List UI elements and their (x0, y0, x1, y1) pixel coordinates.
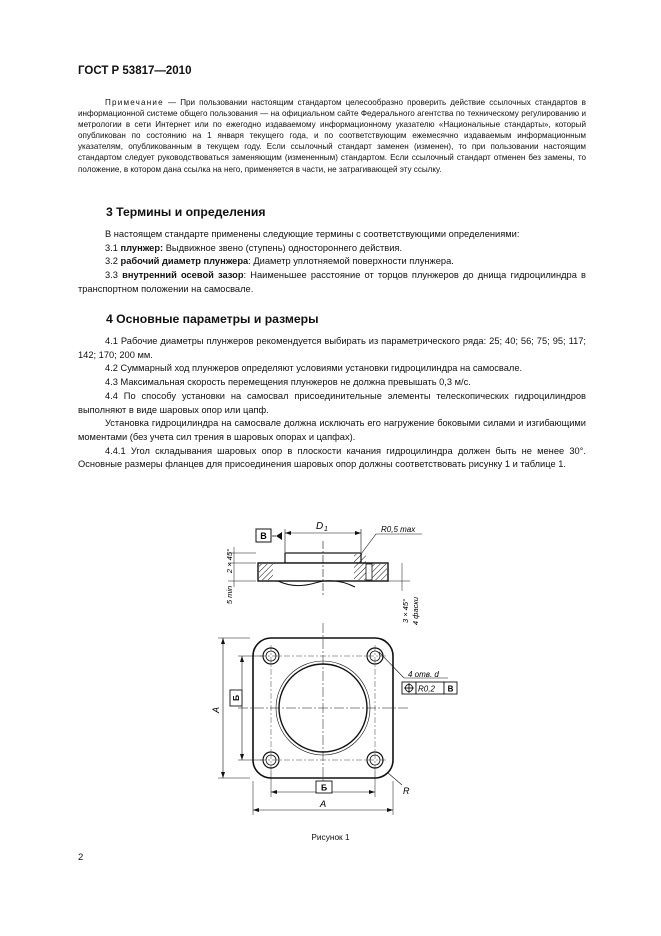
paragraph-4-3: 4.3 Максимальная скорость перемещения плунжеров не должна превышать 0,3 м/с. (105, 377, 471, 388)
holes-callout-label: 4 отв. d (408, 670, 439, 679)
section-4-title: 4 Основные параметры и размеры (106, 312, 319, 326)
term-3-1: 3.1 плунжер: Выдвижное звено (ступень) одностороннего действия. (105, 242, 403, 253)
section-4-body (78, 335, 586, 472)
document-header: ГОСТ Р 53817—2010 (78, 65, 192, 77)
datum-v-label: В (260, 531, 267, 541)
dimension-a-horizontal-label: А (319, 799, 327, 810)
term-name: плунжер: (120, 242, 164, 253)
side-chamfer-label: 3 × 45° (401, 598, 410, 624)
term-name: рабочий диаметр плунжера (120, 256, 249, 267)
page-number: 2 (78, 852, 84, 863)
figure-1-drawing (190, 505, 490, 825)
dimension-a-vertical-label: А (211, 706, 221, 714)
radius-max-label: R0,5 max (381, 525, 416, 534)
figure-caption: Рисунок 1 (311, 832, 350, 842)
term-definition: : Диаметр уплотняемой поверхности плунжера. (248, 256, 454, 267)
paragraph-4-4: 4.4 По способу установки на самосвал присоединительные элементы телескопических гидроцилиндров выполняют в виде шаровых опор или цапф. (78, 390, 586, 415)
paragraph-installation: Установка гидроцилиндра на самосвале должна исключать его нагружение боковыми силами и изгибающими моментами (без учета сил трения в шаровых опорах и цапфах). (78, 418, 586, 442)
paragraph-4-2: 4.2 Суммарный ход плунжеров определяют условиями установки гидроцилиндра на самосвале. (105, 363, 523, 374)
flange-drawing-svg (190, 505, 490, 825)
min-height-label: 5 min (225, 585, 234, 605)
section-3-intro: В настоящем стандарте применены следующие термины с соответствующими определениями: (105, 229, 520, 239)
term-definition: Выдвижное звено (ступень) одностороннего действия. (163, 242, 403, 253)
term-3-3: 3.3 внутренний осевой зазор: Наименьшее расстояние от торцов плунжеров до днища гидроцилиндра в транспортном положении на самосвале. (78, 270, 586, 294)
corner-radius-label: R (403, 786, 410, 796)
note-block (78, 97, 586, 175)
paragraph-4-4-1: 4.4.1 Угол складывания шаровых опор в плоскости качания гидроцилиндра должен быть не менее 30°. Основные размеры фланцев для присоединения шаровых опор должны соответствовать рисунку 1 и таблице 1. (78, 445, 586, 470)
side-chamfer-count-label: 4 фаски (411, 596, 420, 626)
top-chamfer-label: 2 × 45° (225, 549, 234, 574)
note-label: Примечание (105, 98, 164, 107)
d1-subscript: 1 (324, 526, 328, 533)
tolerance-datum-label: В (447, 684, 454, 694)
section-3-body (78, 228, 586, 297)
d1-label: D (316, 521, 324, 532)
dimension-b-horizontal-label: Б (320, 782, 328, 793)
term-name: внутренний осевой зазор (122, 270, 244, 281)
paragraph-4-1: 4.1 Рабочие диаметры плунжеров рекомендуется выбирать из параметрического ряда: 25; 40; 56; 75; 95; 117; 142; 170; 200 мм. (78, 336, 586, 360)
note-text: — При пользовании настоящим стандартом целесообразно проверить действие ссылочных стандартов в информационной системе общего пользования — на официальном сайте Федерального агентства по техническому регулированию и метрологии в сети Интернет или по ежегодно издаваемому информационному указателю «Национальные стандарты», который опубликован по состоянию на 1 января текущего года, и по соответствующим ежемесячно издаваемым информационным указателям, опубликованным в текущем году. Если ссылочный стандарт заменен (изменен), то при пользовании настоящим стандартом следует руководствоваться заменяющим (измененным) стандартом. Если ссылочный стандарт отменен без замены, то положение, в котором дана ссылка на него, применяется в части, не затрагивающей эту ссылку. (78, 98, 586, 174)
plan-view (218, 623, 448, 815)
term-definition: : Наименьшее расстояние от торцов плунжеров до днища гидроцилиндра в транспортном положении на самосвале. (78, 270, 586, 294)
dimension-b-vertical-label: Б (231, 694, 241, 702)
tolerance-value-label: R0,2 (418, 684, 435, 694)
term-3-2: 3.2 рабочий диаметр плунжера: Диаметр уплотняемой поверхности плунжера. (105, 256, 454, 267)
section-3-title: 3 Термины и определения (106, 205, 266, 219)
